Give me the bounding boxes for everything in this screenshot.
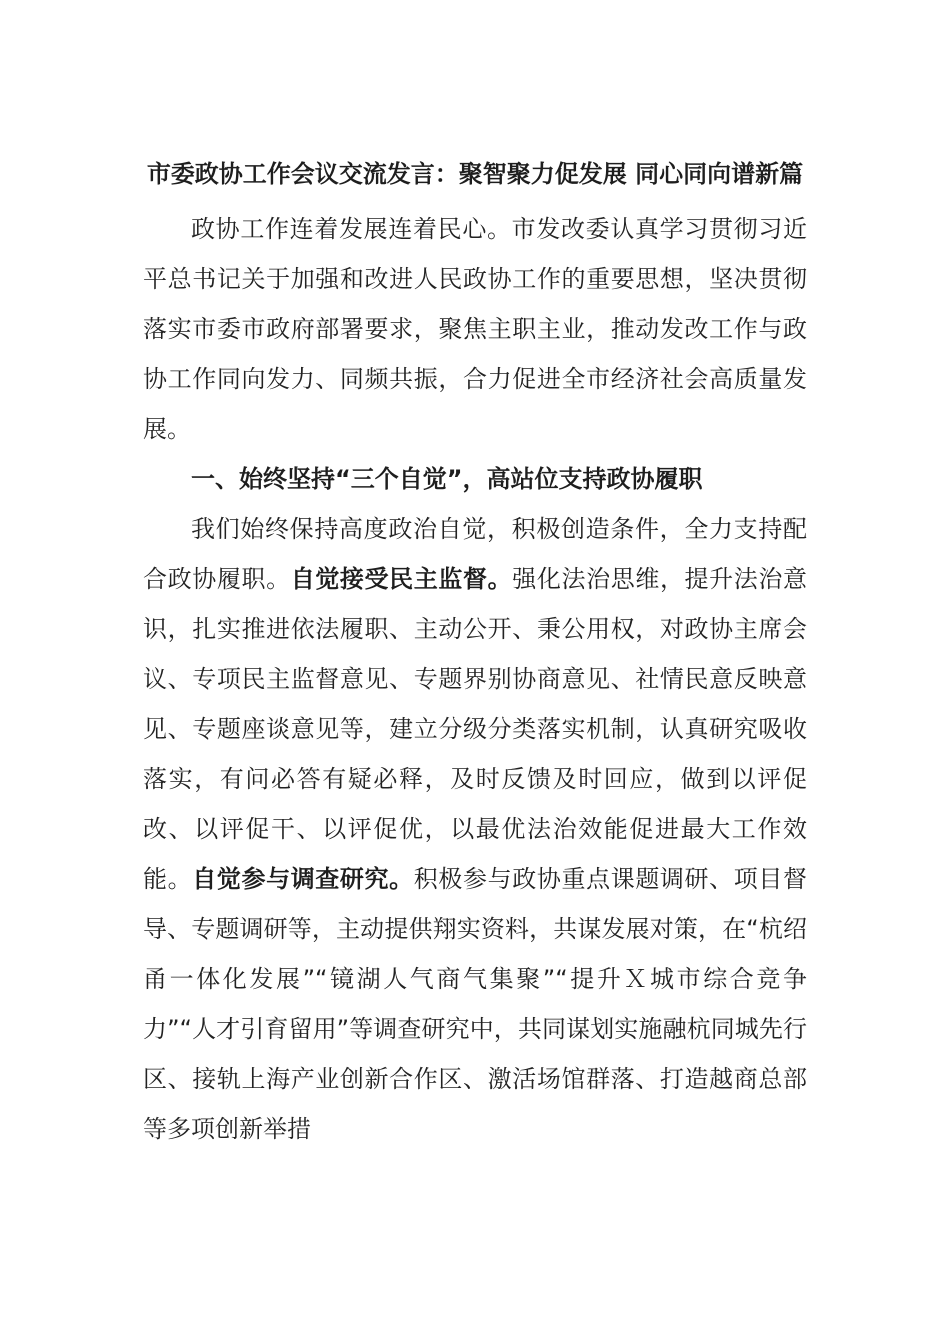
section-1-paragraph	[143, 504, 807, 1154]
section-heading-1: 一、始终坚持“三个自觉”，高站位支持政协履职	[191, 465, 703, 493]
section-1-bold-a: 自觉接受民主监督。	[290, 565, 513, 593]
intro-paragraph: 政协工作连着发展连着民心。市发改委认真学习贯彻习近平总书记关于加强和改进人民政协工作的重要思想，坚决贯彻落实市委市政府部署要求，聚焦主职主业，推动发改工作与政协工作同向发力、同频共振，合力促进全市经济社会高质量发展。	[143, 215, 807, 443]
document-title: 市委政协工作会议交流发言：聚智聚力促发展 同心同向谱新篇	[146, 160, 804, 188]
document-body	[143, 148, 807, 1154]
section-1-text-a: 我们始终保持高度政治自觉，积极创造条件，全力支持配合政协履职。	[143, 515, 807, 593]
section-1-bold-b: 自觉参与调查研究。	[192, 865, 414, 893]
section-1-text-b: 强化法治思维，提升法治意识，扎实推进依法履职、主动公开、秉公用权，对政协主席会议、专项民主监督意见、专题界别协商意见、社情民意反映意见、专题座谈意见等，建立分级分类落实机制，认真研究吸收落实，有问必答有疑必释，及时反馈及时回应，做到以评促改、以评促干、以评促优，以最优法治效能促进最大工作效能。	[143, 565, 808, 893]
section-1-text-c: 积极参与政协重点课题调研、项目督导、专题调研等，主动提供翔实资料，共谋发展对策，在“杭绍甬一体化发展”“镜湖人气商气集聚”“提升Ｘ城市综合竞争力”“人才引育留用”等调查研究中，共同谋划实施融杭同城先行区、接轨上海产业创新合作区、激活场馆群落、打造越商总部等多项创新举措	[143, 865, 808, 1143]
